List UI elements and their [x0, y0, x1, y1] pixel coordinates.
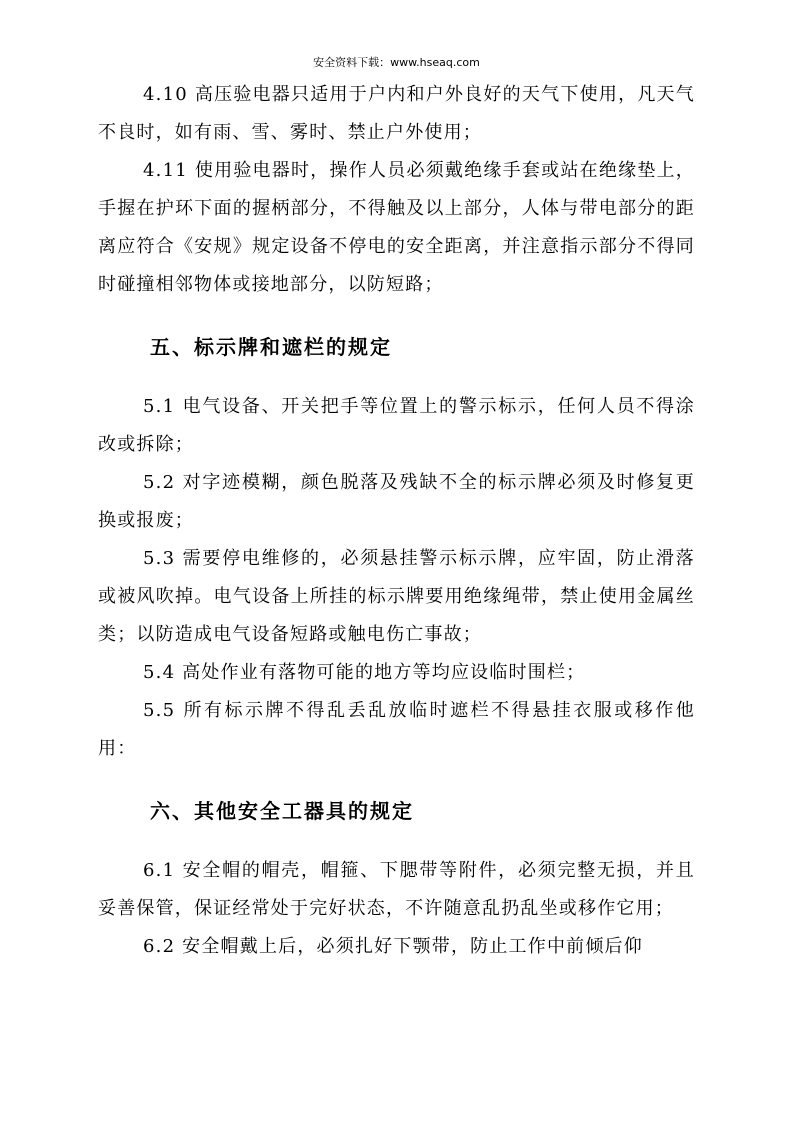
paragraph-5-1: 5.1 电气设备、开关把手等位置上的警示标示，任何人员不得涂改或拆除； [98, 396, 695, 455]
paragraph-5-2: 5.2 对字迹模糊，颜色脱落及残缺不全的标示牌必须及时修复更换或报废； [98, 472, 695, 531]
page-header: 安全资料下载：www.hseaq.com [313, 56, 480, 69]
section-5-title: 五、标示牌和遮栏的规定 [150, 335, 392, 359]
paragraph-5-3: 5.3 需要停电维修的，必须悬挂警示标示牌，应牢固，防止滑落或被风吹掉。电气设备上所挂的标示牌要用绝缘绳带，禁止使用金属丝类；以防造成电气设备短路或触电伤亡事故； [98, 548, 695, 645]
paragraph-5-4: 5.4 高处作业有落物可能的地方等均应设临时围栏； [143, 662, 586, 683]
section-6-title: 六、其他安全工器具的规定 [150, 799, 414, 823]
paragraph-5-5: 5.5 所有标示牌不得乱丢乱放临时遮栏不得悬挂衣服或移作他用： [98, 700, 695, 759]
document-body [98, 76, 695, 966]
paragraph-6-1: 6.1 安全帽的帽壳，帽箍、下腮带等附件，必须完整无损，并且妥善保管，保证经常处于完好状态，不许随意乱扔乱坐或移作它用； [98, 860, 695, 919]
paragraph-6-2: 6.2 安全帽戴上后，必须扎好下颚带，防止工作中前倾后仰 [143, 936, 643, 957]
paragraph-4-10: 4.10 高压验电器只适用于户内和户外良好的天气下使用，凡天气不良时，如有雨、雪、雾时、禁止户外使用； [98, 84, 695, 143]
paragraph-4-11: 4.11 使用验电器时，操作人员必须戴绝缘手套或站在绝缘垫上，手握在护环下面的握柄部分，不得触及以上部分，人体与带电部分的距离应符合《安规》规定设备不停电的安全距离，并注意指示部分不得同时碰撞相邻物体或接地部分，以防短路； [98, 160, 695, 295]
